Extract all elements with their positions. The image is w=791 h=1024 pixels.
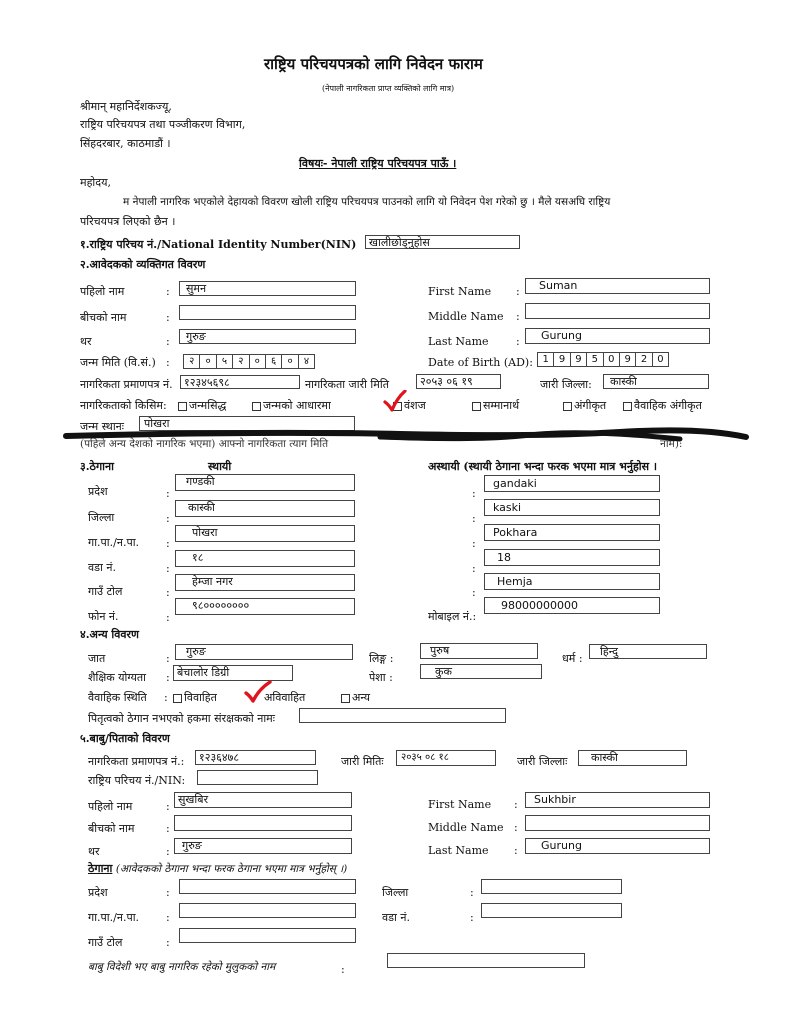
citizenship-type-option[interactable]	[623, 399, 702, 412]
option-label: अन्य	[352, 691, 371, 704]
colon: :	[166, 537, 170, 550]
dob-bs-digit[interactable]: ५	[216, 354, 233, 369]
guardian-label: पितृत्वको ठेगान नभएको हकमा संरक्षकको नामः	[88, 712, 275, 725]
mobile-label: मोबाइल नं.:	[428, 610, 477, 623]
colon: :	[166, 911, 170, 924]
district-value: कास्की	[188, 501, 215, 514]
district-label: जिल्ला	[88, 511, 115, 524]
personal-heading: २.आवेदकको व्यक्तिगत विवरण	[80, 258, 206, 271]
first-name-en-value: Suman	[539, 279, 578, 292]
religion-label: धर्म :	[562, 652, 583, 665]
dob-ad-digit[interactable]: 9	[553, 352, 570, 367]
dob-bs-digit[interactable]: २	[232, 354, 249, 369]
ward-value: १८	[192, 551, 204, 564]
nin-label: १.राष्ट्रिय परिचय नं./National Identity Number(NIN)	[80, 238, 357, 251]
colon: :	[166, 671, 170, 684]
father-district-label: जिल्ला	[382, 886, 409, 899]
phone-value: ९८००००००००	[192, 599, 250, 612]
option-label: अविवाहित	[264, 691, 306, 704]
colon: :	[166, 512, 170, 525]
education-value: बेचालोर डिग्री	[177, 666, 230, 679]
dob-ad-digit[interactable]: 9	[570, 352, 587, 367]
father-first-name-en-label: First Name	[428, 798, 492, 811]
father-province-input[interactable]	[179, 879, 356, 894]
redacted-line: (पहिले अन्य देशको नागरिक भएमा) आफ्नो नागरिकता त्याग मिति	[80, 438, 329, 450]
colon: :	[470, 911, 474, 924]
father-abroad-input[interactable]	[387, 953, 585, 968]
dob-ad-digit[interactable]: 0	[603, 352, 620, 367]
father-last-name-en-value: Gurung	[541, 839, 582, 852]
colon: :	[472, 537, 476, 550]
colon: :	[516, 310, 520, 323]
surname-value: गुरुङ	[186, 330, 206, 343]
province-label: प्रदेश	[88, 485, 108, 498]
colon: :	[166, 652, 170, 665]
father-first-name-en-value: Sukhbir	[534, 793, 576, 806]
guardian-input[interactable]	[299, 708, 506, 723]
colon: :	[166, 356, 170, 369]
colon: :	[166, 845, 170, 858]
option-label: सम्मानार्थ	[483, 399, 520, 412]
birthplace-value: पोखरा	[144, 417, 170, 430]
colon: :	[514, 821, 518, 834]
last-name-en-label: Last Name	[428, 335, 489, 348]
dob-ad-digit[interactable]: 1	[537, 352, 554, 367]
province-temp-value: gandaki	[493, 477, 537, 490]
form-subtitle: (नेपाली नागरिकता प्राप्त व्यक्तिको लागि मात्र)	[322, 84, 455, 93]
checkbox-icon[interactable]	[472, 402, 481, 411]
middle-name-en-label: Middle Name	[428, 310, 504, 323]
surname-label: थर	[80, 335, 92, 348]
option-label: अंगीकृत	[574, 399, 607, 412]
caste-label: जात	[88, 652, 106, 665]
checkbox-icon[interactable]	[252, 402, 261, 411]
father-district-input[interactable]	[481, 879, 622, 894]
education-label: शैक्षिक योग्यता	[88, 671, 146, 684]
citizenship-type-option[interactable]	[252, 399, 331, 412]
colon: :	[472, 562, 476, 575]
colon: :	[166, 586, 170, 599]
salutation: महोदय,	[80, 176, 111, 189]
colon: :	[166, 562, 170, 575]
colon: :	[472, 512, 476, 525]
father-middle-name-en-input[interactable]	[525, 815, 710, 831]
dob-ad-digit[interactable]: 0	[652, 352, 669, 367]
municipality-value: पोखरा	[192, 526, 218, 539]
dob-ad-label: Date of Birth (AD):	[428, 356, 533, 369]
middle-name-en-input[interactable]	[525, 303, 710, 319]
option-label: वंशज	[404, 399, 426, 412]
tole-label: गाउँ टोल	[88, 585, 123, 598]
father-tole-label: गाउँ टोल	[88, 936, 123, 949]
colon: :	[470, 886, 474, 899]
mobile-value: 98000000000	[501, 599, 578, 612]
colon: :	[472, 487, 476, 500]
redacted-tail: नाम):	[660, 438, 683, 450]
father-last-name-en-label: Last Name	[428, 844, 489, 857]
colon: :	[472, 586, 476, 599]
dob-bs-label: जन्म मिति (वि.सं.)	[80, 356, 156, 369]
colon: :	[166, 822, 170, 835]
father-middle-name-label: बीचको नाम	[88, 822, 135, 835]
colon: :	[166, 335, 170, 348]
dob-bs-digit[interactable]: ४	[298, 354, 315, 369]
province-value: गण्डकी	[186, 475, 215, 488]
checkbox-icon[interactable]	[178, 402, 187, 411]
nin-value: खालीछोड्नुहोस	[369, 236, 430, 249]
addressee-line-2: राष्ट्रिय परिचयपत्र तथा पञ्जीकरण विभाग,	[80, 118, 246, 131]
father-issue-district-label: जारी जिल्लाः	[517, 755, 568, 768]
first-name-value: सुमन	[186, 282, 207, 295]
issue-date-value: २०५३ ०६ १९	[420, 375, 473, 388]
colon: :	[166, 936, 170, 949]
checkbox-icon[interactable]	[563, 402, 572, 411]
issue-district-value: कास्की	[610, 375, 637, 388]
subject-line: विषयः- नेपाली राष्ट्रिय परिचयपत्र पाऊँ ।	[299, 157, 457, 170]
address-heading: ३.ठेगाना	[80, 460, 114, 473]
father-ward-input[interactable]	[481, 903, 622, 918]
father-abroad-label: बाबु विदेशी भए बाबु नागरिक रहेको मुलुकको नाम	[88, 961, 276, 973]
dob-ad-boxes[interactable]	[538, 352, 669, 367]
tole-temp-value: Hemja	[497, 575, 533, 588]
caste-value: गुरुङ	[186, 645, 206, 658]
last-name-en-value: Gurung	[541, 329, 582, 342]
father-middle-name-input[interactable]	[174, 815, 352, 831]
first-name-en-label: First Name	[428, 285, 492, 298]
dob-bs-boxes[interactable]	[184, 354, 315, 369]
father-address-heading: ठेगाना	[88, 862, 113, 875]
dob-ad-digit[interactable]: 5	[586, 352, 603, 367]
father-address-line	[88, 862, 347, 876]
father-first-name-label: पहिलो नाम	[88, 800, 133, 813]
colon: :	[516, 335, 520, 348]
redaction-scribble	[60, 422, 750, 452]
dob-bs-digit[interactable]: ०	[249, 354, 266, 369]
option-label: वैवाहिक अंगीकृत	[634, 399, 702, 412]
colon: :	[164, 691, 168, 704]
father-first-name-value: सुखबिर	[178, 793, 209, 806]
birthplace-label: जन्म स्थानः	[80, 420, 124, 433]
father-issue-district-value: कास्की	[591, 751, 618, 764]
dob-bs-digit[interactable]: ०	[281, 354, 298, 369]
dob-bs-digit[interactable]: २	[183, 354, 200, 369]
other-heading: ४.अन्य विवरण	[80, 628, 139, 641]
tick-mark-icon	[383, 390, 407, 412]
dob-bs-digit[interactable]: ६	[265, 354, 282, 369]
colon: :	[166, 487, 170, 500]
permanent-label: स्थायी	[208, 460, 232, 473]
citizenship-type-option[interactable]	[472, 399, 519, 412]
father-heading: ५.बाबु/पिताको विवरण	[80, 732, 170, 745]
colon: :	[166, 285, 170, 298]
occupation-value: कुक	[435, 665, 452, 678]
father-tole-input[interactable]	[179, 928, 356, 943]
municipality-temp-value: Pokhara	[493, 526, 538, 539]
body-text-2: परिचयपत्र लिएको छैन ।	[80, 215, 176, 228]
father-municipality-input[interactable]	[179, 903, 356, 918]
father-address-note: (आवेदकको ठेगाना भन्दा फरक ठेगाना भएमा मात्र भर्नुहोस् ।)	[115, 863, 348, 875]
citizenship-no-value: १२३४५६९८	[184, 376, 230, 389]
father-issue-date-value: २०३५ ०८ १८	[401, 752, 449, 763]
checkbox-icon[interactable]	[173, 694, 182, 703]
citizenship-type-option[interactable]	[563, 399, 606, 412]
colon: :	[166, 886, 170, 899]
phone-label: फोन नं.	[88, 610, 119, 623]
issue-date-label: नागरिकता जारी मिति	[305, 378, 389, 391]
father-nin-input[interactable]	[197, 770, 318, 785]
gender-label: लिङ्ग :	[369, 652, 394, 665]
colon: :	[516, 285, 520, 298]
ward-temp-value: 18	[497, 551, 511, 564]
dob-ad-digit[interactable]: 9	[619, 352, 636, 367]
marital-option[interactable]	[341, 691, 370, 704]
first-name-label: पहिलो नाम	[80, 285, 125, 298]
dob-bs-digit[interactable]: ०	[199, 354, 216, 369]
father-citizenship-label: नागरिकता प्रमाणपत्र नं.:	[88, 755, 185, 768]
municipality-label: गा.पा./न.पा.	[88, 536, 140, 549]
colon: :	[341, 963, 345, 976]
colon: :	[514, 798, 518, 811]
body-text-1: म नेपाली नागरिक भएकोले देहायको विवरण खोली राष्ट्रिय परिचयपत्र पाउनको लागि यो निवेदन पेश गरेको छु । मैले यसअघि राष्ट्रिय	[123, 196, 611, 208]
marital-label: वैवाहिक स्थिति	[88, 691, 147, 704]
citizenship-type-option[interactable]	[178, 399, 226, 412]
father-municipality-label: गा.पा./न.पा.	[88, 911, 140, 924]
addressee-line-3: सिंहदरबार, काठमाडौं ।	[80, 137, 171, 150]
father-surname-label: थर	[88, 845, 100, 858]
gender-value: पुरुष	[430, 644, 450, 657]
citizenship-type-label: नागरिकताको किसिम:	[80, 399, 167, 412]
tole-value: हेम्जा नगर	[192, 575, 233, 588]
ward-label: वडा नं.	[88, 561, 116, 574]
temporary-label: अस्थायी (स्थायी ठेगाना भन्दा फरक भएमा मात्र भर्नुहोस ।	[428, 460, 658, 473]
father-province-label: प्रदेश	[88, 886, 108, 899]
dob-ad-digit[interactable]: 2	[635, 352, 652, 367]
father-ward-label: वडा नं.	[382, 911, 410, 924]
father-middle-name-en-label: Middle Name	[428, 821, 504, 834]
middle-name-label: बीचको नाम	[80, 311, 127, 324]
father-issue-date-label: जारी मितिः	[341, 755, 384, 768]
addressee-line-1: श्रीमान् महानिर्देशकज्यू,	[80, 100, 172, 113]
option-label: जन्मसिद्ध	[189, 399, 227, 412]
religion-value: हिन्दु	[600, 645, 618, 658]
checkbox-icon[interactable]	[623, 402, 632, 411]
colon: :	[166, 800, 170, 813]
colon: :	[514, 844, 518, 857]
occupation-label: पेशा :	[369, 671, 393, 684]
father-nin-label: राष्ट्रिय परिचय नं./NIN:	[88, 774, 186, 787]
colon: :	[166, 311, 170, 324]
citizenship-no-label: नागरिकता प्रमाणपत्र नं.	[80, 378, 173, 391]
option-label: विवाहित	[184, 691, 217, 704]
checkbox-icon[interactable]	[341, 694, 350, 703]
district-temp-value: kaski	[493, 501, 522, 514]
middle-name-input[interactable]	[179, 305, 356, 320]
tick-mark-icon	[244, 680, 272, 704]
option-label: जन्मको आधारमा	[263, 399, 331, 412]
father-surname-value: गुरुङ	[182, 839, 202, 852]
issue-district-label: जारी जिल्ला:	[540, 378, 592, 391]
colon: :	[166, 611, 170, 624]
marital-option[interactable]	[173, 691, 217, 704]
father-citizenship-value: १२३६४७८	[199, 751, 240, 764]
form-title: राष्ट्रिय परिचयपत्रको लागि निवेदन फाराम	[264, 55, 483, 73]
